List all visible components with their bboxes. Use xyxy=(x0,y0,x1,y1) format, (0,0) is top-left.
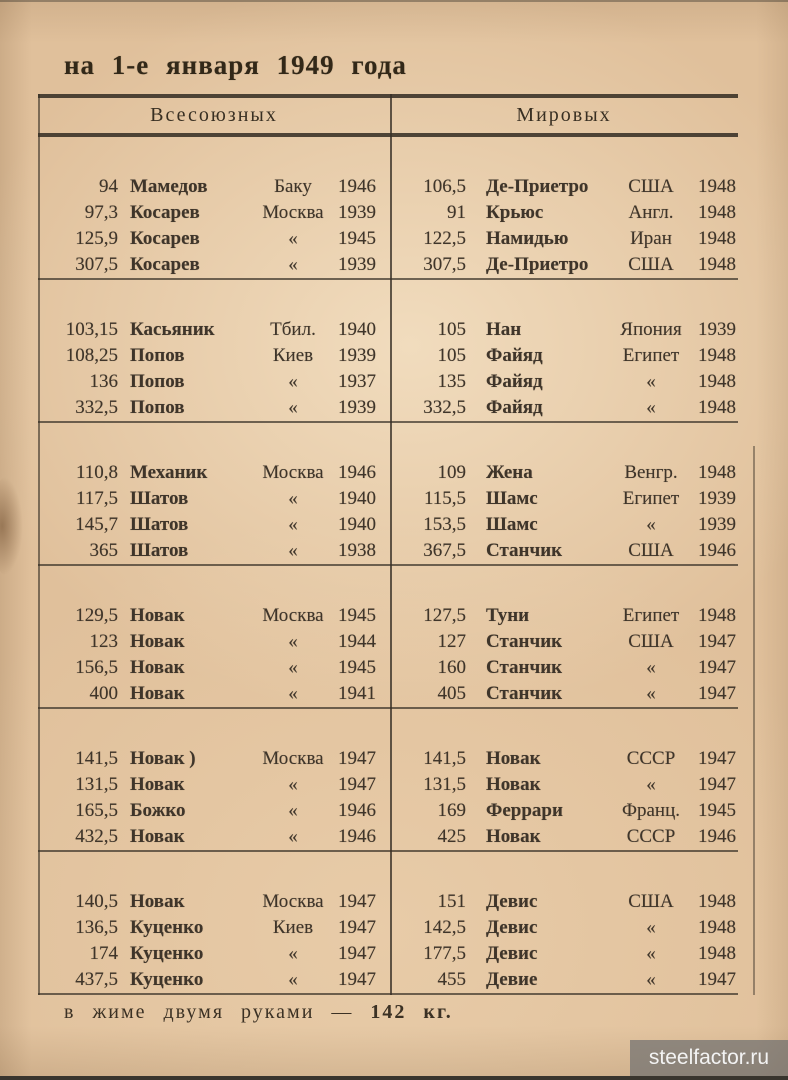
record-year: 1948 xyxy=(698,371,736,392)
record-place: СССР xyxy=(626,826,676,847)
record-weight: 455 xyxy=(437,969,466,990)
page-title: на 1-е января 1949 года xyxy=(64,50,407,80)
record-block-right xyxy=(390,889,738,993)
record-year: 1939 xyxy=(338,397,376,418)
column-header-world: Мировых xyxy=(516,104,612,126)
record-place: Москва xyxy=(262,202,324,223)
record-place: « xyxy=(288,969,298,990)
record-weight: 365 xyxy=(89,540,118,561)
record-name: Девис xyxy=(486,943,538,964)
record-year: 1948 xyxy=(698,891,736,912)
record-weight: 165,5 xyxy=(75,800,118,821)
record-name: Новак xyxy=(130,683,185,704)
record-weight: 136,5 xyxy=(75,917,118,938)
record-place: Франц. xyxy=(621,800,681,821)
record-place: « xyxy=(288,254,298,275)
record-weight: 125,9 xyxy=(75,228,118,249)
record-place: « xyxy=(646,397,656,418)
record-year: 1946 xyxy=(698,826,736,847)
record-row xyxy=(38,915,390,941)
footnote-line xyxy=(64,1001,453,1024)
record-row xyxy=(38,486,390,512)
record-name: Куценко xyxy=(130,969,204,990)
record-weight: 174 xyxy=(89,943,118,964)
records-table xyxy=(38,94,738,995)
record-row xyxy=(390,395,738,421)
record-name: Девис xyxy=(486,917,538,938)
record-place: США xyxy=(628,891,674,912)
record-name: Жена xyxy=(486,462,533,483)
record-row xyxy=(390,460,738,486)
record-weight: 131,5 xyxy=(423,774,466,795)
record-place: США xyxy=(628,254,674,275)
record-place: Венгр. xyxy=(624,462,678,483)
record-place: Египет xyxy=(622,345,680,366)
scan-edge-top xyxy=(0,0,788,2)
record-name: Намидью xyxy=(486,228,569,249)
record-year: 1945 xyxy=(698,800,736,821)
record-name: Новак xyxy=(130,657,185,678)
record-row xyxy=(390,200,738,226)
record-year: 1946 xyxy=(338,462,376,483)
record-place: Иран xyxy=(630,228,672,249)
record-name: Файяд xyxy=(486,397,543,418)
record-name: Новак ) xyxy=(130,748,196,769)
record-year: 1945 xyxy=(338,605,376,626)
record-block xyxy=(38,280,738,423)
record-year: 1947 xyxy=(338,969,376,990)
scan-edge-bottom xyxy=(0,1076,788,1080)
record-row xyxy=(38,655,390,681)
record-weight: 135 xyxy=(437,371,466,392)
record-year: 1947 xyxy=(698,631,736,652)
record-name: Божко xyxy=(130,800,186,821)
record-row xyxy=(38,772,390,798)
record-block-left xyxy=(38,746,390,850)
record-place: « xyxy=(646,943,656,964)
record-row xyxy=(38,395,390,421)
record-place: « xyxy=(288,943,298,964)
record-place: « xyxy=(288,774,298,795)
record-year: 1939 xyxy=(698,488,736,509)
record-name: Файяд xyxy=(486,371,543,392)
record-year: 1948 xyxy=(698,254,736,275)
record-place: Киев xyxy=(272,345,314,366)
record-row xyxy=(390,343,738,369)
record-weight: 307,5 xyxy=(75,254,118,275)
record-weight: 307,5 xyxy=(423,254,466,275)
column-header-all-union: Всесоюзных xyxy=(150,104,278,126)
record-place: « xyxy=(646,514,656,535)
record-block xyxy=(38,137,738,280)
record-weight: 136 xyxy=(89,371,118,392)
record-weight: 432,5 xyxy=(75,826,118,847)
record-weight: 141,5 xyxy=(423,748,466,769)
record-year: 1947 xyxy=(698,969,736,990)
record-weight: 109 xyxy=(437,462,466,483)
record-place: Москва xyxy=(262,891,324,912)
record-row xyxy=(390,252,738,278)
record-name: Новак xyxy=(130,826,185,847)
record-year: 1946 xyxy=(338,826,376,847)
record-block-right xyxy=(390,460,738,564)
record-year: 1948 xyxy=(698,462,736,483)
record-place: « xyxy=(288,683,298,704)
record-year: 1948 xyxy=(698,917,736,938)
record-year: 1947 xyxy=(698,657,736,678)
record-row xyxy=(38,174,390,200)
record-weight: 105 xyxy=(437,345,466,366)
record-row xyxy=(390,941,738,967)
record-place: « xyxy=(288,514,298,535)
record-weight: 156,5 xyxy=(75,657,118,678)
record-block xyxy=(38,852,738,995)
record-weight: 141,5 xyxy=(75,748,118,769)
record-year: 1948 xyxy=(698,605,736,626)
record-place: Тбил. xyxy=(270,319,316,340)
record-weight: 122,5 xyxy=(423,228,466,249)
record-row xyxy=(38,317,390,343)
record-weight: 127 xyxy=(437,631,466,652)
paper-blemish xyxy=(0,476,23,576)
record-year: 1946 xyxy=(338,800,376,821)
record-block-right xyxy=(390,317,738,421)
record-name: Де-Приетро xyxy=(486,254,589,275)
record-block-right xyxy=(390,603,738,707)
record-weight: 140,5 xyxy=(75,891,118,912)
record-row xyxy=(390,889,738,915)
record-weight: 425 xyxy=(437,826,466,847)
record-year: 1946 xyxy=(338,176,376,197)
record-weight: 142,5 xyxy=(423,917,466,938)
record-weight: 108,25 xyxy=(65,345,118,366)
record-row xyxy=(38,538,390,564)
record-weight: 151 xyxy=(437,891,466,912)
record-block-left xyxy=(38,460,390,564)
footnote-value: 142 кг. xyxy=(370,1001,453,1023)
record-name: Станчик xyxy=(486,631,563,652)
record-place: США xyxy=(628,540,674,561)
record-name: Мамедов xyxy=(130,176,208,197)
record-weight: 105 xyxy=(437,319,466,340)
record-place: Москва xyxy=(262,748,324,769)
record-row xyxy=(390,512,738,538)
record-row xyxy=(38,681,390,707)
record-block-left xyxy=(38,889,390,993)
record-year: 1948 xyxy=(698,228,736,249)
record-weight: 97,3 xyxy=(84,202,118,223)
record-row xyxy=(390,174,738,200)
record-name: Станчик xyxy=(486,657,563,678)
record-row xyxy=(390,226,738,252)
table-right-border xyxy=(753,446,755,995)
record-row xyxy=(38,343,390,369)
record-name: Новак xyxy=(130,891,185,912)
record-place: « xyxy=(288,228,298,249)
record-name: Косарев xyxy=(130,228,200,249)
record-row xyxy=(38,252,390,278)
record-row xyxy=(38,460,390,486)
record-year: 1941 xyxy=(338,683,376,704)
record-place: « xyxy=(288,631,298,652)
record-name: Девие xyxy=(486,969,538,990)
record-place: « xyxy=(288,657,298,678)
record-weight: 332,5 xyxy=(423,397,466,418)
record-name: Файяд xyxy=(486,345,543,366)
record-name: Феррари xyxy=(486,800,563,821)
record-row xyxy=(390,538,738,564)
record-weight: 400 xyxy=(89,683,118,704)
record-name: Новак xyxy=(486,748,541,769)
record-weight: 437,5 xyxy=(75,969,118,990)
record-row xyxy=(390,746,738,772)
footnote-text: в жиме двумя руками — xyxy=(64,1001,354,1023)
record-name: Куценко xyxy=(130,917,204,938)
record-name: Новак xyxy=(486,774,541,795)
record-year: 1948 xyxy=(698,176,736,197)
record-row xyxy=(390,824,738,850)
record-weight: 129,5 xyxy=(75,605,118,626)
record-name: Девис xyxy=(486,891,538,912)
record-year: 1948 xyxy=(698,397,736,418)
record-year: 1948 xyxy=(698,345,736,366)
record-place: « xyxy=(288,800,298,821)
record-row xyxy=(390,629,738,655)
record-row xyxy=(38,798,390,824)
record-year: 1947 xyxy=(338,748,376,769)
record-row xyxy=(390,317,738,343)
record-place: Египет xyxy=(622,605,680,626)
record-row xyxy=(390,798,738,824)
record-year: 1937 xyxy=(338,371,376,392)
record-block-right xyxy=(390,174,738,278)
record-place: « xyxy=(288,826,298,847)
record-row xyxy=(38,746,390,772)
record-place: « xyxy=(646,657,656,678)
record-weight: 131,5 xyxy=(75,774,118,795)
record-name: Попов xyxy=(130,397,185,418)
record-place: Англ. xyxy=(628,202,674,223)
record-weight: 117,5 xyxy=(75,488,118,509)
record-year: 1939 xyxy=(338,345,376,366)
record-year: 1939 xyxy=(338,254,376,275)
record-name: Туни xyxy=(486,605,530,626)
table-header-row xyxy=(38,94,738,137)
record-weight: 169 xyxy=(437,800,466,821)
record-place: « xyxy=(288,540,298,561)
record-row xyxy=(390,915,738,941)
record-block-left xyxy=(38,603,390,707)
record-weight: 177,5 xyxy=(423,943,466,964)
record-place: Баку xyxy=(274,176,312,197)
record-place: « xyxy=(646,371,656,392)
record-year: 1947 xyxy=(338,774,376,795)
record-name: Де-Приетро xyxy=(486,176,589,197)
record-row xyxy=(390,655,738,681)
record-row xyxy=(390,486,738,512)
watermark-badge xyxy=(630,1040,788,1076)
record-name: Шамс xyxy=(486,488,538,509)
record-row xyxy=(390,369,738,395)
record-year: 1940 xyxy=(338,514,376,535)
record-weight: 405 xyxy=(437,683,466,704)
record-place: « xyxy=(288,397,298,418)
record-year: 1938 xyxy=(338,540,376,561)
record-row xyxy=(38,603,390,629)
record-place: Япония xyxy=(620,319,682,340)
record-year: 1939 xyxy=(338,202,376,223)
record-block-left xyxy=(38,317,390,421)
record-weight: 103,15 xyxy=(65,319,118,340)
record-year: 1947 xyxy=(698,748,736,769)
record-year: 1939 xyxy=(698,514,736,535)
record-name: Шатов xyxy=(130,514,189,535)
record-year: 1940 xyxy=(338,319,376,340)
record-name: Косарев xyxy=(130,254,200,275)
record-name: Шамс xyxy=(486,514,538,535)
record-name: Новак xyxy=(130,631,185,652)
record-row xyxy=(390,772,738,798)
record-row xyxy=(390,603,738,629)
record-row xyxy=(38,369,390,395)
record-row xyxy=(38,226,390,252)
record-row xyxy=(38,889,390,915)
record-weight: 127,5 xyxy=(423,605,466,626)
record-year: 1947 xyxy=(698,774,736,795)
record-year: 1947 xyxy=(698,683,736,704)
record-row xyxy=(38,629,390,655)
record-name: Новак xyxy=(486,826,541,847)
records-table-blocks xyxy=(38,137,738,995)
record-name: Попов xyxy=(130,345,185,366)
record-name: Косарев xyxy=(130,202,200,223)
record-name: Станчик xyxy=(486,683,563,704)
table-left-border xyxy=(38,94,40,995)
record-name: Крьюс xyxy=(486,202,544,223)
record-name: Касьяник xyxy=(130,319,215,340)
record-name: Новак xyxy=(130,774,185,795)
record-name: Станчик xyxy=(486,540,563,561)
record-block-right xyxy=(390,746,738,850)
record-row xyxy=(38,512,390,538)
record-weight: 160 xyxy=(437,657,466,678)
record-block xyxy=(38,709,738,852)
record-place: « xyxy=(288,371,298,392)
record-name: Попов xyxy=(130,371,185,392)
record-name: Новак xyxy=(130,605,185,626)
record-name: Шатов xyxy=(130,488,189,509)
record-place: Египет xyxy=(622,488,680,509)
record-year: 1945 xyxy=(338,228,376,249)
record-year: 1940 xyxy=(338,488,376,509)
record-row xyxy=(38,200,390,226)
record-place: « xyxy=(646,683,656,704)
record-name: Шатов xyxy=(130,540,189,561)
record-place: СССР xyxy=(626,748,676,769)
record-weight: 145,7 xyxy=(75,514,118,535)
record-row xyxy=(38,941,390,967)
record-place: « xyxy=(288,488,298,509)
record-year: 1946 xyxy=(698,540,736,561)
record-block xyxy=(38,566,738,709)
record-weight: 153,5 xyxy=(423,514,466,535)
record-weight: 123 xyxy=(89,631,118,652)
record-place: Киев xyxy=(272,917,314,938)
record-year: 1947 xyxy=(338,943,376,964)
record-place: « xyxy=(646,969,656,990)
record-row xyxy=(38,824,390,850)
record-weight: 94 xyxy=(99,176,118,197)
record-place: Москва xyxy=(262,605,324,626)
record-weight: 332,5 xyxy=(75,397,118,418)
record-name: Нан xyxy=(486,319,522,340)
record-year: 1945 xyxy=(338,657,376,678)
record-name: Механик xyxy=(130,462,208,483)
record-year: 1947 xyxy=(338,891,376,912)
record-place: Москва xyxy=(262,462,324,483)
record-place: США xyxy=(628,631,674,652)
record-year: 1939 xyxy=(698,319,736,340)
table-center-divider xyxy=(390,94,392,995)
record-weight: 91 xyxy=(447,202,466,223)
record-row xyxy=(390,681,738,707)
record-place: США xyxy=(628,176,674,197)
record-year: 1948 xyxy=(698,943,736,964)
record-place: « xyxy=(646,917,656,938)
record-year: 1944 xyxy=(338,631,376,652)
record-year: 1947 xyxy=(338,917,376,938)
record-row xyxy=(38,967,390,993)
record-year: 1948 xyxy=(698,202,736,223)
record-weight: 106,5 xyxy=(423,176,466,197)
record-weight: 110,8 xyxy=(75,462,118,483)
record-row xyxy=(390,967,738,993)
record-block-left xyxy=(38,174,390,278)
record-place: « xyxy=(646,774,656,795)
watermark-text: steelfactor.ru xyxy=(648,1046,770,1069)
record-weight: 115,5 xyxy=(423,488,466,509)
record-block xyxy=(38,423,738,566)
record-name: Куценко xyxy=(130,943,204,964)
record-weight: 367,5 xyxy=(423,540,466,561)
